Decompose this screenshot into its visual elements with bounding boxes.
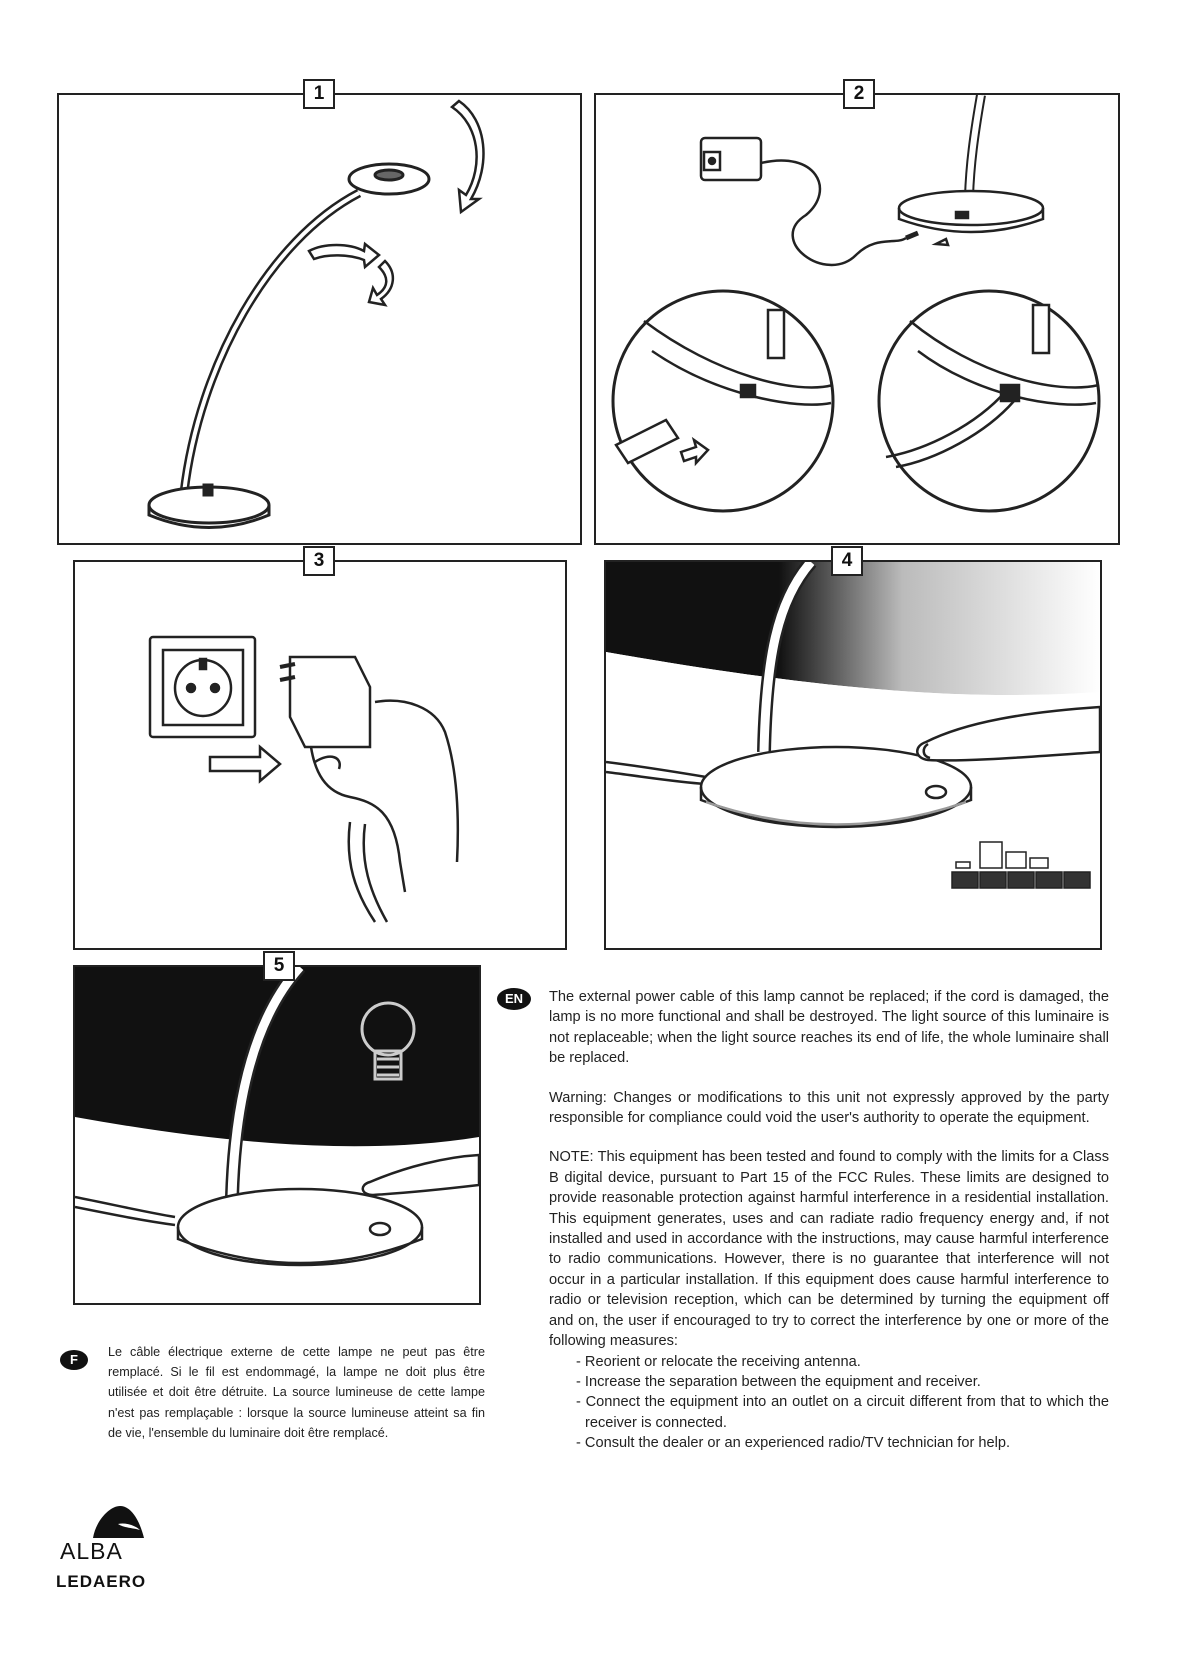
en-paragraph-cable: The external power cable of this lamp cannot be replaced; if the cord is damaged, the lamp is no more functional and shall be destroyed. The light source of this luminaire is not replaceable; when the light source reaches its end of life, the whole luminaire shall be replaced. [549, 989, 1109, 1067]
plug-adapter-illustration [75, 562, 565, 948]
cable-connection-illustration [596, 95, 1118, 543]
en-paragraph-warning: Warning: Changes or modifications to this unit not expressly approved by the party responsible for compliance could void the user's authority to operate the equipment. [549, 1089, 1109, 1127]
fr-language-badge: F [60, 1350, 88, 1370]
en-language-badge: EN [497, 988, 531, 1010]
brightness-levels-icon [952, 842, 1090, 888]
list-item: - Consult the dealer or an experienced radio/TV technician for help. [576, 1433, 1109, 1453]
list-item: - Increase the separation between the equipment and receiver. [576, 1372, 1109, 1392]
touch-switch-illustration [606, 562, 1100, 948]
en-paragraph-fcc-note: NOTE: This equipment has been tested and found to comply with the limits for a Class B digital device, pursuant to Part 15 of the FCC Rules. These limits are designed to provide reasonable protection against harmful interference in a residential installation. This equipment generates, uses and can radiate radio frequency energy and, if not installed and used in accordance with the instructions, may cause harmful interference to radio communications. However, there is no guarantee that interference will not occur in a particular installation. If this equipment does cause harmful interference to radio or television reception, which can be determined by turning the equipment off and on, the user if encouraged to try to correct the interference by one or more of the following measures: [549, 1149, 1109, 1350]
panel-number-3: 3 [303, 546, 335, 576]
en-instructions [549, 987, 1109, 1454]
panel-number-2: 2 [843, 79, 875, 109]
lamp-adjust-illustration [59, 95, 580, 543]
list-item: - Connect the equipment into an outlet on a circuit different from that to which the receiver is connected. [576, 1392, 1109, 1433]
model-name: LEDAERO [56, 1572, 147, 1591]
panel-1-adjust-lamp [57, 93, 582, 545]
list-item: - Reorient or relocate the receiving antenna. [576, 1352, 1109, 1372]
panel-number-4: 4 [831, 546, 863, 576]
light-source-illustration [75, 967, 479, 1303]
panel-4-touch-switch [604, 560, 1102, 950]
panel-2-connect-cable [594, 93, 1120, 545]
panel-3-plug-adapter [73, 560, 567, 950]
alba-logo-icon [58, 1500, 158, 1540]
brand-name: ALBA [60, 1538, 123, 1564]
panel-5-light-source [73, 965, 481, 1305]
panel-number-1: 1 [303, 79, 335, 109]
panel-number-5: 5 [263, 951, 295, 981]
en-measures-list [549, 1352, 1109, 1454]
fr-instructions: Le câble électrique externe de cette lampe ne peut pas être remplacé. Si le fil est endommagé, la lampe ne doit plus être utilisée et doit être détruite. La source lumineuse de cette lampe n'est pas remplaçable : lorsque la source lumineuse atteint sa fin de vie, l'ensemble du luminaire doit être remplacé. [108, 1345, 485, 1440]
